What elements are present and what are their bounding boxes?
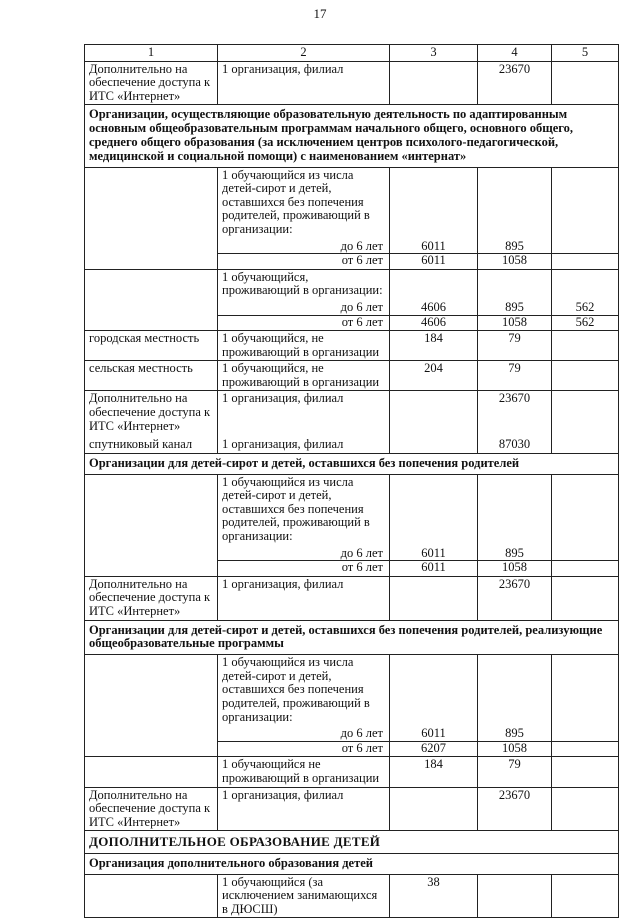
table-row-age-groups [85, 474, 619, 576]
value-col3: 38 [390, 874, 478, 918]
table-row [85, 331, 619, 361]
internet-access-label: Дополнительно на обеспечение доступа к ИТС «Интернет» [89, 391, 211, 433]
value-c5-stack [552, 655, 619, 757]
unit-description [218, 167, 390, 269]
age-value: 895 [505, 726, 524, 741]
section-heading: Организации, осуществляющие образовательную деятельность по адаптированным основным общеобразовательным программам начального общего, основного общего, среднего общего образования (за исключением центров психолого-педагогической, медицинской и социальной помощи) с наименованием «интернат» [85, 105, 619, 167]
recipient-category: Дополнительно на обеспечение доступа к ИТС «Интернет» [85, 61, 218, 105]
value-c4-stack [478, 474, 552, 576]
value-col5 [552, 787, 619, 831]
page-number: 17 [313, 6, 327, 21]
table-row-internet-access [85, 391, 619, 453]
value-col3 [390, 61, 478, 105]
unit-description-text: 1 обучающийся из числа детей-сирот и детей, оставшихся без попечения родителей, проживающий в организации: [222, 655, 370, 724]
age-value [552, 560, 618, 575]
table-row [85, 61, 619, 105]
age-value: 895 [505, 545, 524, 560]
age-value [552, 727, 618, 741]
section-heading-row [85, 620, 619, 655]
unit-description-text: 1 обучающийся из числа детей-сирот и детей, оставшихся без попечения родителей, проживающий в организации: [222, 474, 370, 544]
table-row-age-groups [85, 167, 619, 269]
unit-description: 1 обучающийся, не проживающий в организации [218, 361, 390, 391]
age-value: 6011 [390, 560, 477, 575]
age-value: 4606 [390, 315, 477, 330]
value-col5 [552, 61, 619, 105]
section-heading: Организации для детей-сирот и детей, оставшихся без попечения родителей, реализующие общеобразовательные программы [85, 620, 619, 655]
recipient-category [85, 874, 218, 918]
section-heading: Организации для детей-сирот и детей, оставшихся без попечения родителей [85, 453, 619, 474]
table-row [85, 757, 619, 787]
age-value: 6011 [421, 545, 446, 560]
recipient-category [85, 391, 218, 453]
value-col4 [478, 874, 552, 918]
value-col4: 79 [478, 361, 552, 391]
age-group-label: до 6 лет [340, 238, 383, 253]
age-value: 562 [575, 299, 595, 314]
value-col4: 23670 [478, 787, 552, 831]
value-c5-stack [552, 167, 619, 269]
age-value: 895 [505, 238, 524, 253]
cost-standards-table [84, 44, 619, 918]
table-header-row [85, 45, 619, 62]
chapter-heading-row [85, 831, 619, 854]
column-header-5: 5 [552, 45, 619, 62]
recipient-category [85, 474, 218, 576]
value-col4: 79 [478, 757, 552, 787]
value-c4-stack [478, 167, 552, 269]
unit-description [218, 269, 390, 330]
table-row-age-groups [85, 269, 619, 330]
age-value: 1058 [478, 253, 551, 268]
value-col4: 23670 [478, 576, 552, 620]
value-col3 [390, 787, 478, 831]
age-value: 4606 [421, 299, 446, 314]
column-header-2: 2 [218, 45, 390, 62]
age-value [552, 547, 618, 561]
value-col5 [552, 874, 619, 918]
recipient-category [85, 167, 218, 269]
section-heading-row [85, 105, 619, 167]
value-c3-stack [390, 474, 478, 576]
table-row-age-groups [85, 655, 619, 757]
age-value: 6011 [421, 726, 446, 741]
value-c3-stack [390, 655, 478, 757]
recipient-category: сельская местность [85, 361, 218, 391]
unit-description: 1 организация, филиал [218, 61, 390, 105]
value-col4 [478, 391, 552, 453]
age-value: 1058 [478, 560, 551, 575]
age-value: 1058 [478, 315, 551, 330]
unit-description [218, 391, 390, 453]
value-col3: 184 [390, 757, 478, 787]
table-row [85, 361, 619, 391]
age-value: 6011 [421, 238, 446, 253]
age-group-label: от 6 лет [218, 253, 389, 268]
table-row [85, 787, 619, 831]
value-col5 [552, 331, 619, 361]
unit-description: 1 обучающийся, не проживающий в организации [218, 331, 390, 361]
unit-description [218, 474, 390, 576]
age-group-label: до 6 лет [340, 726, 383, 741]
value-col5 [552, 361, 619, 391]
value-col5 [552, 576, 619, 620]
value-c4-stack [478, 269, 552, 330]
column-header-3: 3 [390, 45, 478, 62]
value-c3-stack [390, 269, 478, 330]
unit-description: 1 обучающийся (за исключением занимающихся в ДЮСШ) [218, 874, 390, 918]
recipient-category: Дополнительно на обеспечение доступа к ИТС «Интернет» [85, 576, 218, 620]
value-col3: 184 [390, 331, 478, 361]
table-row [85, 874, 619, 918]
recipient-category [85, 655, 218, 757]
recipient-category: городская местность [85, 331, 218, 361]
unit-description-text: 1 обучающийся, проживающий в организации: [222, 269, 383, 298]
value-col3 [390, 576, 478, 620]
satellite-channel-unit: 1 организация, филиал [222, 437, 344, 452]
value-c4-stack [478, 655, 552, 757]
unit-description: 1 обучающийся не проживающий в организации [218, 757, 390, 787]
chapter-heading: ДОПОЛНИТЕЛЬНОЕ ОБРАЗОВАНИЕ ДЕТЕЙ [85, 831, 619, 854]
age-value: 6207 [390, 741, 477, 756]
value-col3 [390, 391, 478, 453]
age-group-label: от 6 лет [218, 315, 389, 330]
unit-description [218, 655, 390, 757]
recipient-category [85, 269, 218, 330]
value-col4: 79 [478, 331, 552, 361]
unit-description: 1 организация, филиал [218, 576, 390, 620]
value-col3: 204 [390, 361, 478, 391]
column-header-4: 4 [478, 45, 552, 62]
section-heading-row [85, 453, 619, 474]
value-c5-stack [552, 269, 619, 330]
age-group-label: до 6 лет [340, 299, 383, 314]
recipient-category: Дополнительно на обеспечение доступа к ИТС «Интернет» [85, 787, 218, 831]
section-heading-row [85, 853, 619, 874]
column-header-1: 1 [85, 45, 218, 62]
value-col5 [552, 757, 619, 787]
value-col4: 23670 [478, 61, 552, 105]
unit-description-text: 1 обучающийся из числа детей-сирот и детей, оставшихся без попечения родителей, проживающий в организации: [222, 167, 370, 236]
value-c5-stack [552, 474, 619, 576]
internet-access-unit: 1 организация, филиал [222, 391, 344, 406]
satellite-channel-label: спутниковый канал [89, 437, 193, 452]
value-col5 [552, 391, 619, 453]
unit-description: 1 организация, филиал [218, 787, 390, 831]
age-value: 6011 [390, 253, 477, 268]
internet-access-value: 23670 [498, 391, 531, 406]
satellite-channel-value: 87030 [498, 437, 531, 452]
age-group-label: до 6 лет [340, 545, 383, 560]
age-value [552, 741, 618, 756]
table-row [85, 576, 619, 620]
section-heading: Организация дополнительного образования детей [85, 853, 619, 874]
age-value [552, 253, 618, 268]
age-value: 562 [552, 315, 618, 330]
age-group-label: от 6 лет [218, 560, 389, 575]
age-value [552, 240, 618, 254]
recipient-category [85, 757, 218, 787]
age-group-label: от 6 лет [218, 741, 389, 756]
value-c3-stack [390, 167, 478, 269]
age-value: 895 [505, 299, 524, 314]
age-value: 1058 [478, 741, 551, 756]
